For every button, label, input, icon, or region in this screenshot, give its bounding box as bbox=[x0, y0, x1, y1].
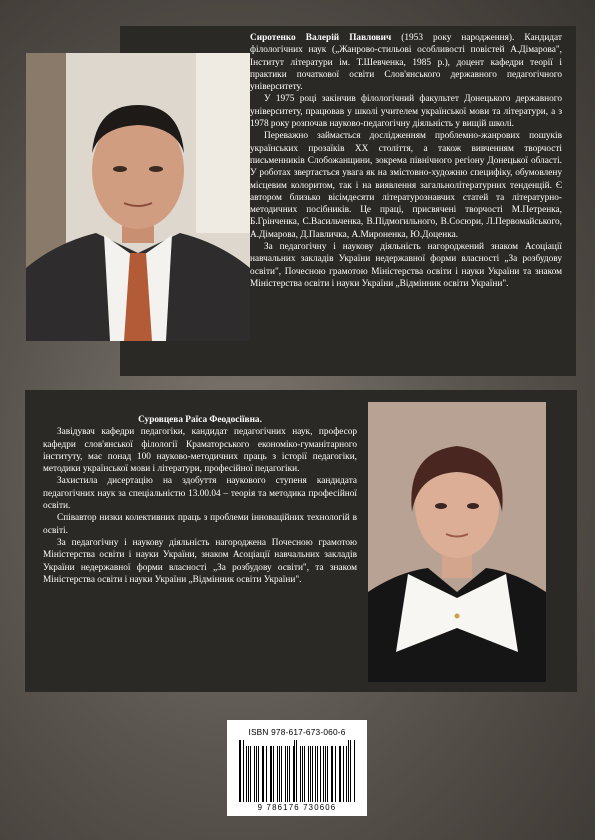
barcode-bar bbox=[315, 746, 316, 802]
barcode-bar bbox=[346, 746, 347, 802]
barcode-bar bbox=[254, 746, 255, 802]
barcode-bar bbox=[317, 746, 318, 802]
isbn-label: ISBN 978-617-673-060-6 bbox=[248, 727, 346, 737]
barcode-bars bbox=[239, 740, 355, 802]
birth-note: (1953 року народження). bbox=[391, 33, 515, 43]
bio-paragraph: Співавтор низки колективних праць з проблеми інноваційних технологій в освіті. bbox=[43, 513, 357, 536]
barcode-bar bbox=[296, 740, 297, 802]
barcode-bar bbox=[281, 746, 282, 802]
bio-paragraph: У 1975 році закінчив філологічний факультет Донецького державного університету, працював у школі учителем української мови та літератури, а з 1978 року розпочав науково-педагогічну діяльність у вищій школі. bbox=[250, 94, 562, 130]
author-name-line bbox=[43, 414, 357, 426]
barcode-bar bbox=[263, 746, 264, 802]
bio-paragraph: Завідувач кафедри педагогіки, кандидат педагогічних наук, професор кафедри слов'янської філології Краматорського економіко-гуманітарного інституту, має понад 100 науково-методичних праць з історії педагогіки, методики української мови і літератури, професійної педагогіки. bbox=[43, 427, 357, 475]
barcode-digits: 9 786176 730606 bbox=[257, 803, 337, 812]
barcode-bar bbox=[262, 746, 263, 802]
bio-paragraph: За педагогічну і наукову діяльність нагороджений знаком Асоціації навчальних закладів України недержавної форми власності „За розбудову освіти", Почесною грамотою Міністерства освіти і науки України та знаком Міністерства освіти і науки України „Відмінник освіти України". bbox=[250, 242, 562, 289]
barcode-bar bbox=[243, 740, 244, 802]
bio-lead bbox=[250, 32, 562, 93]
author-name: Сиротенко Валерій Павлович bbox=[250, 33, 392, 43]
barcode-bar bbox=[289, 746, 290, 802]
barcode-bar bbox=[273, 746, 274, 802]
isbn-barcode bbox=[227, 720, 367, 816]
portrait-man-illustration bbox=[26, 53, 250, 341]
bio-lead-text: Кандидат філологічних наук („Жанрово-стильові особливості повістей А.Дімарова", Інститут літератури ім. Т.Шевченка, 1985 р.), доцент кафедри теорії і практики початкової освіти Слов'янського державного педагогічного університету. bbox=[250, 33, 562, 93]
barcode-bar bbox=[339, 746, 340, 802]
barcode-bar bbox=[304, 746, 305, 802]
barcode-bar bbox=[300, 746, 301, 802]
portrait-woman-illustration bbox=[368, 402, 546, 682]
bio-paragraph: Переважно займається дослідженням проблемно-жанрових пошуків українських прозаїків XX століття, а також вивченням творчості письменників Слобожанщини, зокрема північного регіону Донецької області. У роботах звертається увага як на змістовно-художню специфіку, обумовлену місцевим колоритом, так і на виявлення загальнолітературних тенденцій. Є автором близько вісімдесяти літературознавчих статей та літературно-методичних посібників. Це праці, присвячені творчості М.Петренка, Б.Грінченка, С.Васильченка, В.Підмогильного, В.Сосюри, Л.Первомайського, А.Дімарова, Д.Павличка, А.Мироненка, Ю.Доценка. bbox=[250, 131, 562, 240]
barcode-bar bbox=[250, 746, 251, 802]
bio-paragraph: За педагогічну і наукову діяльність нагороджена Почесною грамотою Міністерства освіти і науки України, знаком Асоціації навчальних закладів України недержавної форми власності „За розбудову освіти", та знаком Міністерства освіти і науки України „Відмінник освіти України". bbox=[43, 537, 357, 585]
barcode-bar bbox=[277, 746, 278, 802]
bio-paragraph: Захистила дисертацію на здобуття наукового ступеня кандидата педагогічних наук за спеціальністю 13.00.04 – теорія та методика професійної освіти. bbox=[43, 476, 357, 512]
author-photo-top bbox=[26, 53, 250, 341]
barcode-bar bbox=[332, 746, 333, 802]
author-photo-bottom bbox=[368, 402, 546, 682]
barcode-bar bbox=[348, 740, 349, 802]
author-name: Суровцева Раїса Феодосіївна. bbox=[138, 415, 262, 425]
barcode-bar bbox=[325, 746, 326, 802]
